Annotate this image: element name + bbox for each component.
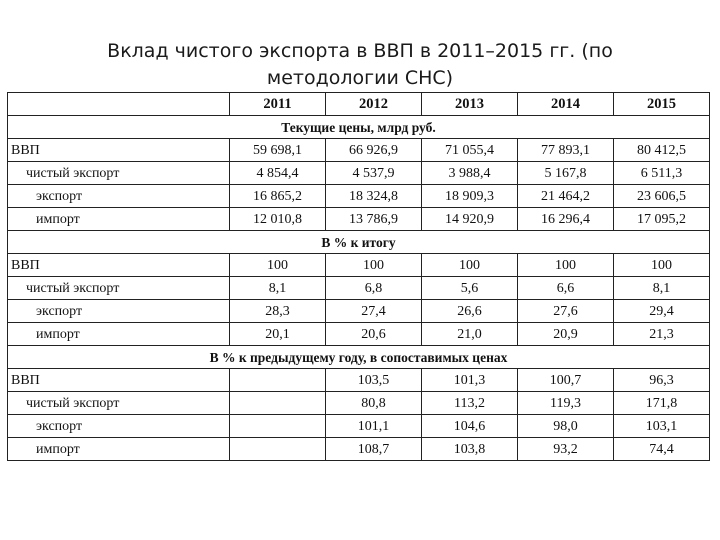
value-cell: 98,0 <box>518 415 614 438</box>
table-row-net-export <box>8 277 710 300</box>
value-cell <box>230 415 326 438</box>
table-row-import <box>8 208 710 231</box>
value-cell: 21,0 <box>422 323 518 346</box>
value-cell: 4 537,9 <box>326 162 422 185</box>
table-row-export <box>8 185 710 208</box>
value-cell: 29,4 <box>614 300 710 323</box>
value-cell <box>230 369 326 392</box>
value-cell: 18 324,8 <box>326 185 422 208</box>
row-label: экспорт <box>8 415 230 438</box>
value-cell: 28,3 <box>230 300 326 323</box>
section-heading-row <box>8 346 710 369</box>
row-label: импорт <box>8 208 230 231</box>
table-row-import <box>8 323 710 346</box>
value-cell: 101,3 <box>422 369 518 392</box>
year-header: 2012 <box>326 93 422 116</box>
table-row-export <box>8 415 710 438</box>
value-cell: 66 926,9 <box>326 139 422 162</box>
value-cell: 171,8 <box>614 392 710 415</box>
value-cell: 71 055,4 <box>422 139 518 162</box>
row-label: ВВП <box>8 139 230 162</box>
table-row-net-export <box>8 162 710 185</box>
value-cell: 16 865,2 <box>230 185 326 208</box>
corner-cell <box>8 93 230 116</box>
year-header: 2011 <box>230 93 326 116</box>
value-cell: 113,2 <box>422 392 518 415</box>
value-cell: 4 854,4 <box>230 162 326 185</box>
table-row-net-export <box>8 392 710 415</box>
table-row-gdp <box>8 139 710 162</box>
table-row-export <box>8 300 710 323</box>
value-cell <box>230 392 326 415</box>
value-cell: 6,6 <box>518 277 614 300</box>
value-cell: 80 412,5 <box>614 139 710 162</box>
row-label: экспорт <box>8 300 230 323</box>
value-cell: 6,8 <box>326 277 422 300</box>
value-cell: 5 167,8 <box>518 162 614 185</box>
value-cell: 93,2 <box>518 438 614 461</box>
value-cell: 103,5 <box>326 369 422 392</box>
value-cell: 20,6 <box>326 323 422 346</box>
value-cell: 21,3 <box>614 323 710 346</box>
value-cell: 100 <box>614 254 710 277</box>
value-cell: 100 <box>422 254 518 277</box>
value-cell: 119,3 <box>518 392 614 415</box>
row-label: ВВП <box>8 254 230 277</box>
row-label: экспорт <box>8 185 230 208</box>
value-cell: 100 <box>326 254 422 277</box>
slide-title: Вклад чистого экспорта в ВВП в 2011–2015 гг. (по методологии СНС) <box>107 40 613 89</box>
year-header-row <box>8 93 710 116</box>
section-heading: В % к предыдущему году, в сопоставимых ценах <box>8 346 710 369</box>
table-row-import <box>8 438 710 461</box>
year-header: 2014 <box>518 93 614 116</box>
gdp-table <box>7 92 710 461</box>
value-cell: 27,6 <box>518 300 614 323</box>
value-cell: 27,4 <box>326 300 422 323</box>
value-cell: 20,9 <box>518 323 614 346</box>
row-label: импорт <box>8 323 230 346</box>
value-cell: 77 893,1 <box>518 139 614 162</box>
value-cell: 13 786,9 <box>326 208 422 231</box>
year-header: 2015 <box>614 93 710 116</box>
value-cell: 8,1 <box>614 277 710 300</box>
value-cell: 80,8 <box>326 392 422 415</box>
value-cell: 21 464,2 <box>518 185 614 208</box>
value-cell <box>230 438 326 461</box>
row-label: ВВП <box>8 369 230 392</box>
value-cell: 8,1 <box>230 277 326 300</box>
value-cell: 101,1 <box>326 415 422 438</box>
table-row-gdp <box>8 369 710 392</box>
value-cell: 18 909,3 <box>422 185 518 208</box>
row-label: чистый экспорт <box>8 392 230 415</box>
section-heading: Текущие цены, млрд руб. <box>8 116 710 139</box>
value-cell: 108,7 <box>326 438 422 461</box>
value-cell: 96,3 <box>614 369 710 392</box>
section-heading: В % к итогу <box>8 231 710 254</box>
section-heading-row <box>8 231 710 254</box>
value-cell: 103,8 <box>422 438 518 461</box>
value-cell: 74,4 <box>614 438 710 461</box>
row-label: чистый экспорт <box>8 277 230 300</box>
value-cell: 17 095,2 <box>614 208 710 231</box>
value-cell: 100,7 <box>518 369 614 392</box>
value-cell: 103,1 <box>614 415 710 438</box>
value-cell: 23 606,5 <box>614 185 710 208</box>
row-label: чистый экспорт <box>8 162 230 185</box>
value-cell: 100 <box>230 254 326 277</box>
value-cell: 26,6 <box>422 300 518 323</box>
value-cell: 6 511,3 <box>614 162 710 185</box>
value-cell: 20,1 <box>230 323 326 346</box>
section-heading-row <box>8 116 710 139</box>
value-cell: 14 920,9 <box>422 208 518 231</box>
value-cell: 12 010,8 <box>230 208 326 231</box>
value-cell: 3 988,4 <box>422 162 518 185</box>
value-cell: 5,6 <box>422 277 518 300</box>
table-scan-image <box>7 92 710 457</box>
table-row-gdp <box>8 254 710 277</box>
value-cell: 59 698,1 <box>230 139 326 162</box>
value-cell: 100 <box>518 254 614 277</box>
row-label: импорт <box>8 438 230 461</box>
value-cell: 104,6 <box>422 415 518 438</box>
year-header: 2013 <box>422 93 518 116</box>
value-cell: 16 296,4 <box>518 208 614 231</box>
